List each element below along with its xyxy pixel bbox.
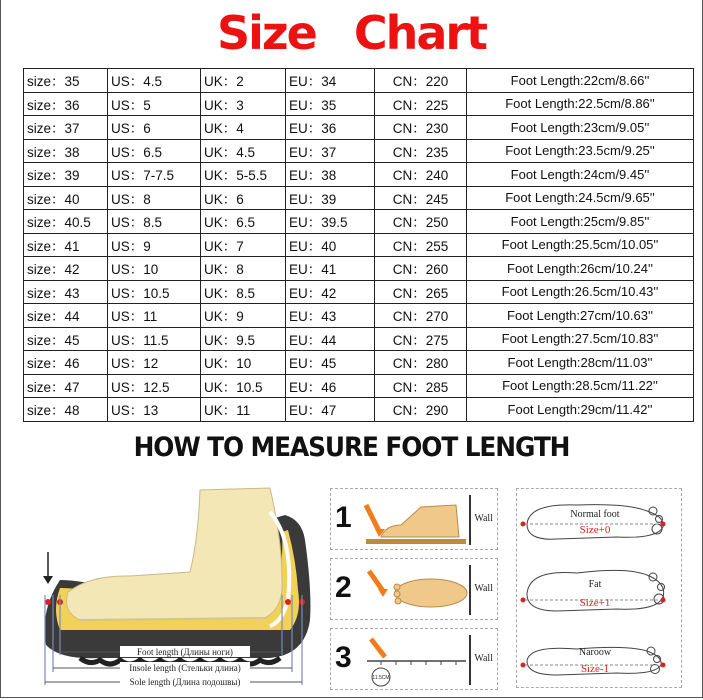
size-cell: size：42 [24,257,108,281]
size-cell: size：40.5 [24,210,108,234]
step-2-wall-label: Wall [474,583,493,594]
table-row [24,304,694,328]
size-cell: size：39 [24,163,108,187]
us-cell: US：13 [108,398,201,422]
sole-length-label: Sole length (Длина подошвы) [129,677,241,687]
table-row [24,116,694,140]
us-cell: US：9 [108,233,201,257]
size-cell: size：37 [24,116,108,140]
size-cell: size：36 [24,92,108,116]
us-cell: US：4.5 [108,69,201,93]
shoe-diagram [20,480,320,695]
step-1-wall-label: Wall [474,513,493,524]
uk-cell: UK：2 [201,69,286,93]
size-cell: size：38 [24,139,108,163]
uk-cell: UK：8 [201,257,286,281]
cn-cell: CN：265 [375,280,467,304]
foot-length-cell: Foot Length:24cm/9.45'' [467,163,694,187]
step-3 [330,628,498,690]
foot-length-cell: Foot Length:22.5cm/8.86'' [467,92,694,116]
us-cell: US：5 [108,92,201,116]
cn-cell: CN：240 [375,163,467,187]
uk-cell: UK：6.5 [201,210,286,234]
table-row [24,163,694,187]
us-cell: US：6.5 [108,139,201,163]
cn-cell: CN：250 [375,210,467,234]
foot-length-cell: Foot Length:22cm/8.66'' [467,69,694,93]
size-table [23,68,694,422]
eu-cell: EU：41 [286,257,375,281]
size-chart-title [0,6,703,60]
size-cell: size：47 [24,374,108,398]
eu-cell: EU：39.5 [286,210,375,234]
us-cell: US：12.5 [108,374,201,398]
fat-foot-label: Fat [588,579,602,590]
foot-length-cell: Foot Length:28.5cm/11.22'' [467,374,694,398]
cn-cell: CN：260 [375,257,467,281]
table-row [24,327,694,351]
table-row [24,139,694,163]
fat-foot-size: Size+1 [579,597,611,609]
table-row [24,280,694,304]
eu-cell: EU：43 [286,304,375,328]
step-2 [330,558,498,620]
uk-cell: UK：10.5 [201,374,286,398]
eu-cell: EU：37 [286,139,375,163]
us-cell: US：10 [108,257,201,281]
us-cell: US：8.5 [108,210,201,234]
step-3-wall-label: Wall [474,653,493,664]
eu-cell: EU：35 [286,92,375,116]
us-cell: US：10.5 [108,280,201,304]
eu-cell: EU：42 [286,280,375,304]
cn-cell: CN：220 [375,69,467,93]
title-word-chart: Chart [353,6,487,60]
size-cell: size：45 [24,327,108,351]
cn-cell: CN：230 [375,116,467,140]
size-cell: size：43 [24,280,108,304]
foot-length-cell: Foot Length:23.5cm/9.25'' [467,139,694,163]
table-row [24,351,694,375]
title-word-size: Size [216,6,316,60]
step-3-number: 3 [335,641,352,674]
size-cell: size：48 [24,398,108,422]
cn-cell: CN：235 [375,139,467,163]
us-cell: US：12 [108,351,201,375]
narrow-foot-size: Size-1 [580,663,610,675]
uk-cell: UK：6 [201,186,286,210]
cn-cell: CN：255 [375,233,467,257]
uk-cell: UK：3 [201,92,286,116]
table-row [24,233,694,257]
uk-cell: UK：7 [201,233,286,257]
step-1-number: 1 [335,501,352,534]
foot-length-cell: Foot Length:29cm/11.42'' [467,398,694,422]
foot-length-label: Foot length (Длины ноги) [137,647,233,657]
ruler-mark: 11.5CM [372,675,390,681]
table-row [24,398,694,422]
uk-cell: UK：10 [201,351,286,375]
foot-length-cell: Foot Length:24.5cm/9.65'' [467,186,694,210]
size-cell: size：35 [24,69,108,93]
step-1 [330,488,498,550]
us-cell: US：6 [108,116,201,140]
foot-length-cell: Foot Length:25.5cm/10.05'' [467,233,694,257]
normal-foot-size: Size+0 [579,524,611,536]
uk-cell: UK：11 [201,398,286,422]
table-row [24,186,694,210]
foot-length-cell: Foot Length:27cm/10.63'' [467,304,694,328]
size-cell: size：40 [24,186,108,210]
cn-cell: CN：290 [375,398,467,422]
table-row [24,257,694,281]
uk-cell: UK：5-5.5 [201,163,286,187]
how-to-measure-heading: HOW TO MEASURE FOOT LENGTH [133,432,570,463]
us-cell: US：8 [108,186,201,210]
table-row [24,92,694,116]
cn-cell: CN：280 [375,351,467,375]
eu-cell: EU：45 [286,351,375,375]
us-cell: US：11 [108,304,201,328]
size-cell: size：41 [24,233,108,257]
narrow-foot-label: Naroow [578,647,612,658]
insole-length-label: Insole length (Стельки длина) [129,663,241,673]
eu-cell: EU：36 [286,116,375,140]
uk-cell: UK：9 [201,304,286,328]
normal-foot-label: Normal foot [570,509,620,520]
cn-cell: CN：245 [375,186,467,210]
table-row [24,374,694,398]
us-cell: US：7-7.5 [108,163,201,187]
eu-cell: EU：44 [286,327,375,351]
table-row [24,210,694,234]
cn-cell: CN：270 [375,304,467,328]
eu-cell: EU：39 [286,186,375,210]
foot-length-cell: Foot Length:26cm/10.24'' [467,257,694,281]
measure-steps [330,488,498,693]
cn-cell: CN：225 [375,92,467,116]
eu-cell: EU：40 [286,233,375,257]
size-cell: size：46 [24,351,108,375]
uk-cell: UK：4.5 [201,139,286,163]
eu-cell: EU：46 [286,374,375,398]
foot-length-cell: Foot Length:25cm/9.85'' [467,210,694,234]
table-row [24,69,694,93]
step-2-number: 2 [335,571,352,604]
eu-cell: EU：34 [286,69,375,93]
uk-cell: UK：9.5 [201,327,286,351]
foot-length-cell: Foot Length:28cm/11.03'' [467,351,694,375]
us-cell: US：11.5 [108,327,201,351]
uk-cell: UK：8.5 [201,280,286,304]
cn-cell: CN：285 [375,374,467,398]
foot-length-cell: Foot Length:23cm/9.05'' [467,116,694,140]
uk-cell: UK：4 [201,116,286,140]
eu-cell: EU：38 [286,163,375,187]
foot-type-panel [516,488,682,688]
foot-length-cell: Foot Length:26.5cm/10.43'' [467,280,694,304]
size-cell: size：44 [24,304,108,328]
foot-length-cell: Foot Length:27.5cm/10.83'' [467,327,694,351]
cn-cell: CN：275 [375,327,467,351]
eu-cell: EU：47 [286,398,375,422]
